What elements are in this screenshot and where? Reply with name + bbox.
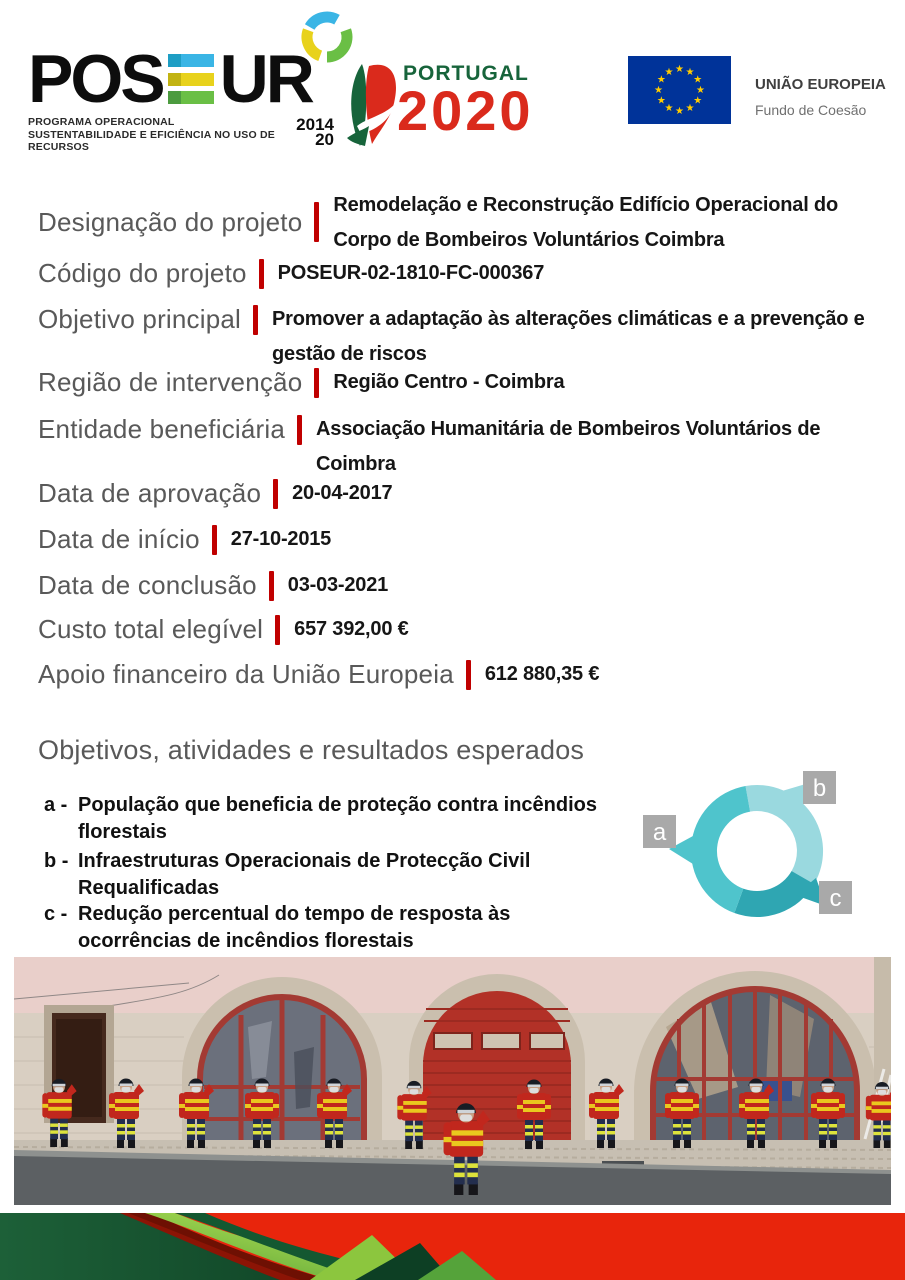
red-separator <box>273 479 278 509</box>
field-row-apoio: Apoio financeiro da União Europeia 612 880,35 € <box>38 659 600 689</box>
objective-item-b: b - Infraestruturas Operacionais de Protecção Civil Requalificadas <box>44 850 531 899</box>
cycle-label-c <box>819 881 852 914</box>
header-logos <box>0 0 905 175</box>
poseur-word-pre: POS <box>28 41 163 117</box>
cycle-label-b <box>803 771 836 804</box>
firefighters-photo <box>14 957 891 1205</box>
red-separator <box>253 305 258 335</box>
field-row-designacao: Designação do projeto Remodelação e Reconstrução Edifício Operacional do Corpo de Bombeiros Voluntários Coimbra <box>38 194 838 251</box>
svg-text:★: ★ <box>654 85 663 96</box>
svg-text:★: ★ <box>675 64 684 75</box>
field-row-codigo: Código do projeto POSEUR-02-1810-FC-000367 <box>38 258 545 288</box>
portugal-2020-logo <box>345 54 575 154</box>
field-row-inicio: Data de início 27-10-2015 <box>38 524 332 554</box>
svg-text:★: ★ <box>664 67 674 78</box>
objectives-heading: Objetivos, atividades e resultados esperados <box>38 735 585 765</box>
svg-text:★: ★ <box>693 95 703 107</box>
red-separator <box>297 415 302 445</box>
poseur-e-bars-icon <box>168 54 214 104</box>
svg-text:b: b <box>812 775 827 802</box>
poseur-wordmark <box>28 41 328 117</box>
svg-text:a: a <box>652 819 667 846</box>
svg-text:★: ★ <box>656 74 666 86</box>
poseur-logo <box>28 41 334 154</box>
svg-text:c: c <box>829 885 842 912</box>
objective-item-c: c - Redução percentual do tempo de resposta às ocorrências de incêndios florestais <box>44 903 511 952</box>
field-row-custo: Custo total elegível 657 392,00 € <box>38 614 409 644</box>
poseur-word-post: UR <box>219 41 312 117</box>
svg-text:★: ★ <box>656 95 666 107</box>
portugal-2020-year: 2020 <box>397 79 534 142</box>
eu-fund-name: Fundo de Coesão <box>755 102 867 118</box>
cycle-diagram <box>635 763 895 935</box>
red-separator <box>275 615 280 645</box>
poseur-subtitle: PROGRAMA OPERACIONAL SUSTENTABILIDADE E EFICIÊNCIA NO USO DE RECURSOS <box>28 116 275 153</box>
footer-banner <box>0 1213 905 1280</box>
eu-flag-icon <box>628 56 731 124</box>
cycle-label-a <box>643 815 676 848</box>
red-separator <box>212 525 217 555</box>
svg-text:★: ★ <box>693 74 703 86</box>
red-separator <box>314 368 319 398</box>
svg-text:★: ★ <box>675 106 684 117</box>
garage-door <box>409 974 585 1149</box>
eu-funding-block <box>628 56 898 126</box>
svg-text:★: ★ <box>685 103 695 115</box>
red-separator <box>466 660 471 690</box>
eu-title: UNIÃO EUROPEIA <box>755 76 886 93</box>
red-separator <box>259 259 264 289</box>
red-separator <box>314 202 319 242</box>
portugal-2020-word: PORTUGAL <box>403 62 529 85</box>
svg-text:★: ★ <box>685 67 695 78</box>
portugal-2020-leaf-icon <box>345 60 399 150</box>
poseur-years: 2014 20 <box>296 115 334 149</box>
svg-text:★: ★ <box>664 103 674 115</box>
objective-item-a: a - População que beneficia de proteção contra incêndios florestais <box>44 794 598 843</box>
red-separator <box>269 571 274 601</box>
field-row-objetivo: Objetivo principal Promover a adaptação às alterações climáticas e a prevenção e gestão de riscos <box>38 304 865 365</box>
field-row-aprovacao: Data de aprovação 20-04-2017 <box>38 478 393 508</box>
svg-text:★: ★ <box>696 85 705 96</box>
field-row-conclusao: Data de conclusão 03-03-2021 <box>38 570 389 600</box>
field-row-entidade: Entidade beneficiária Associação Humanitária de Bombeiros Voluntários de Coimbra <box>38 414 821 475</box>
field-row-regiao: Região de intervenção Região Centro - Coimbra <box>38 367 565 397</box>
